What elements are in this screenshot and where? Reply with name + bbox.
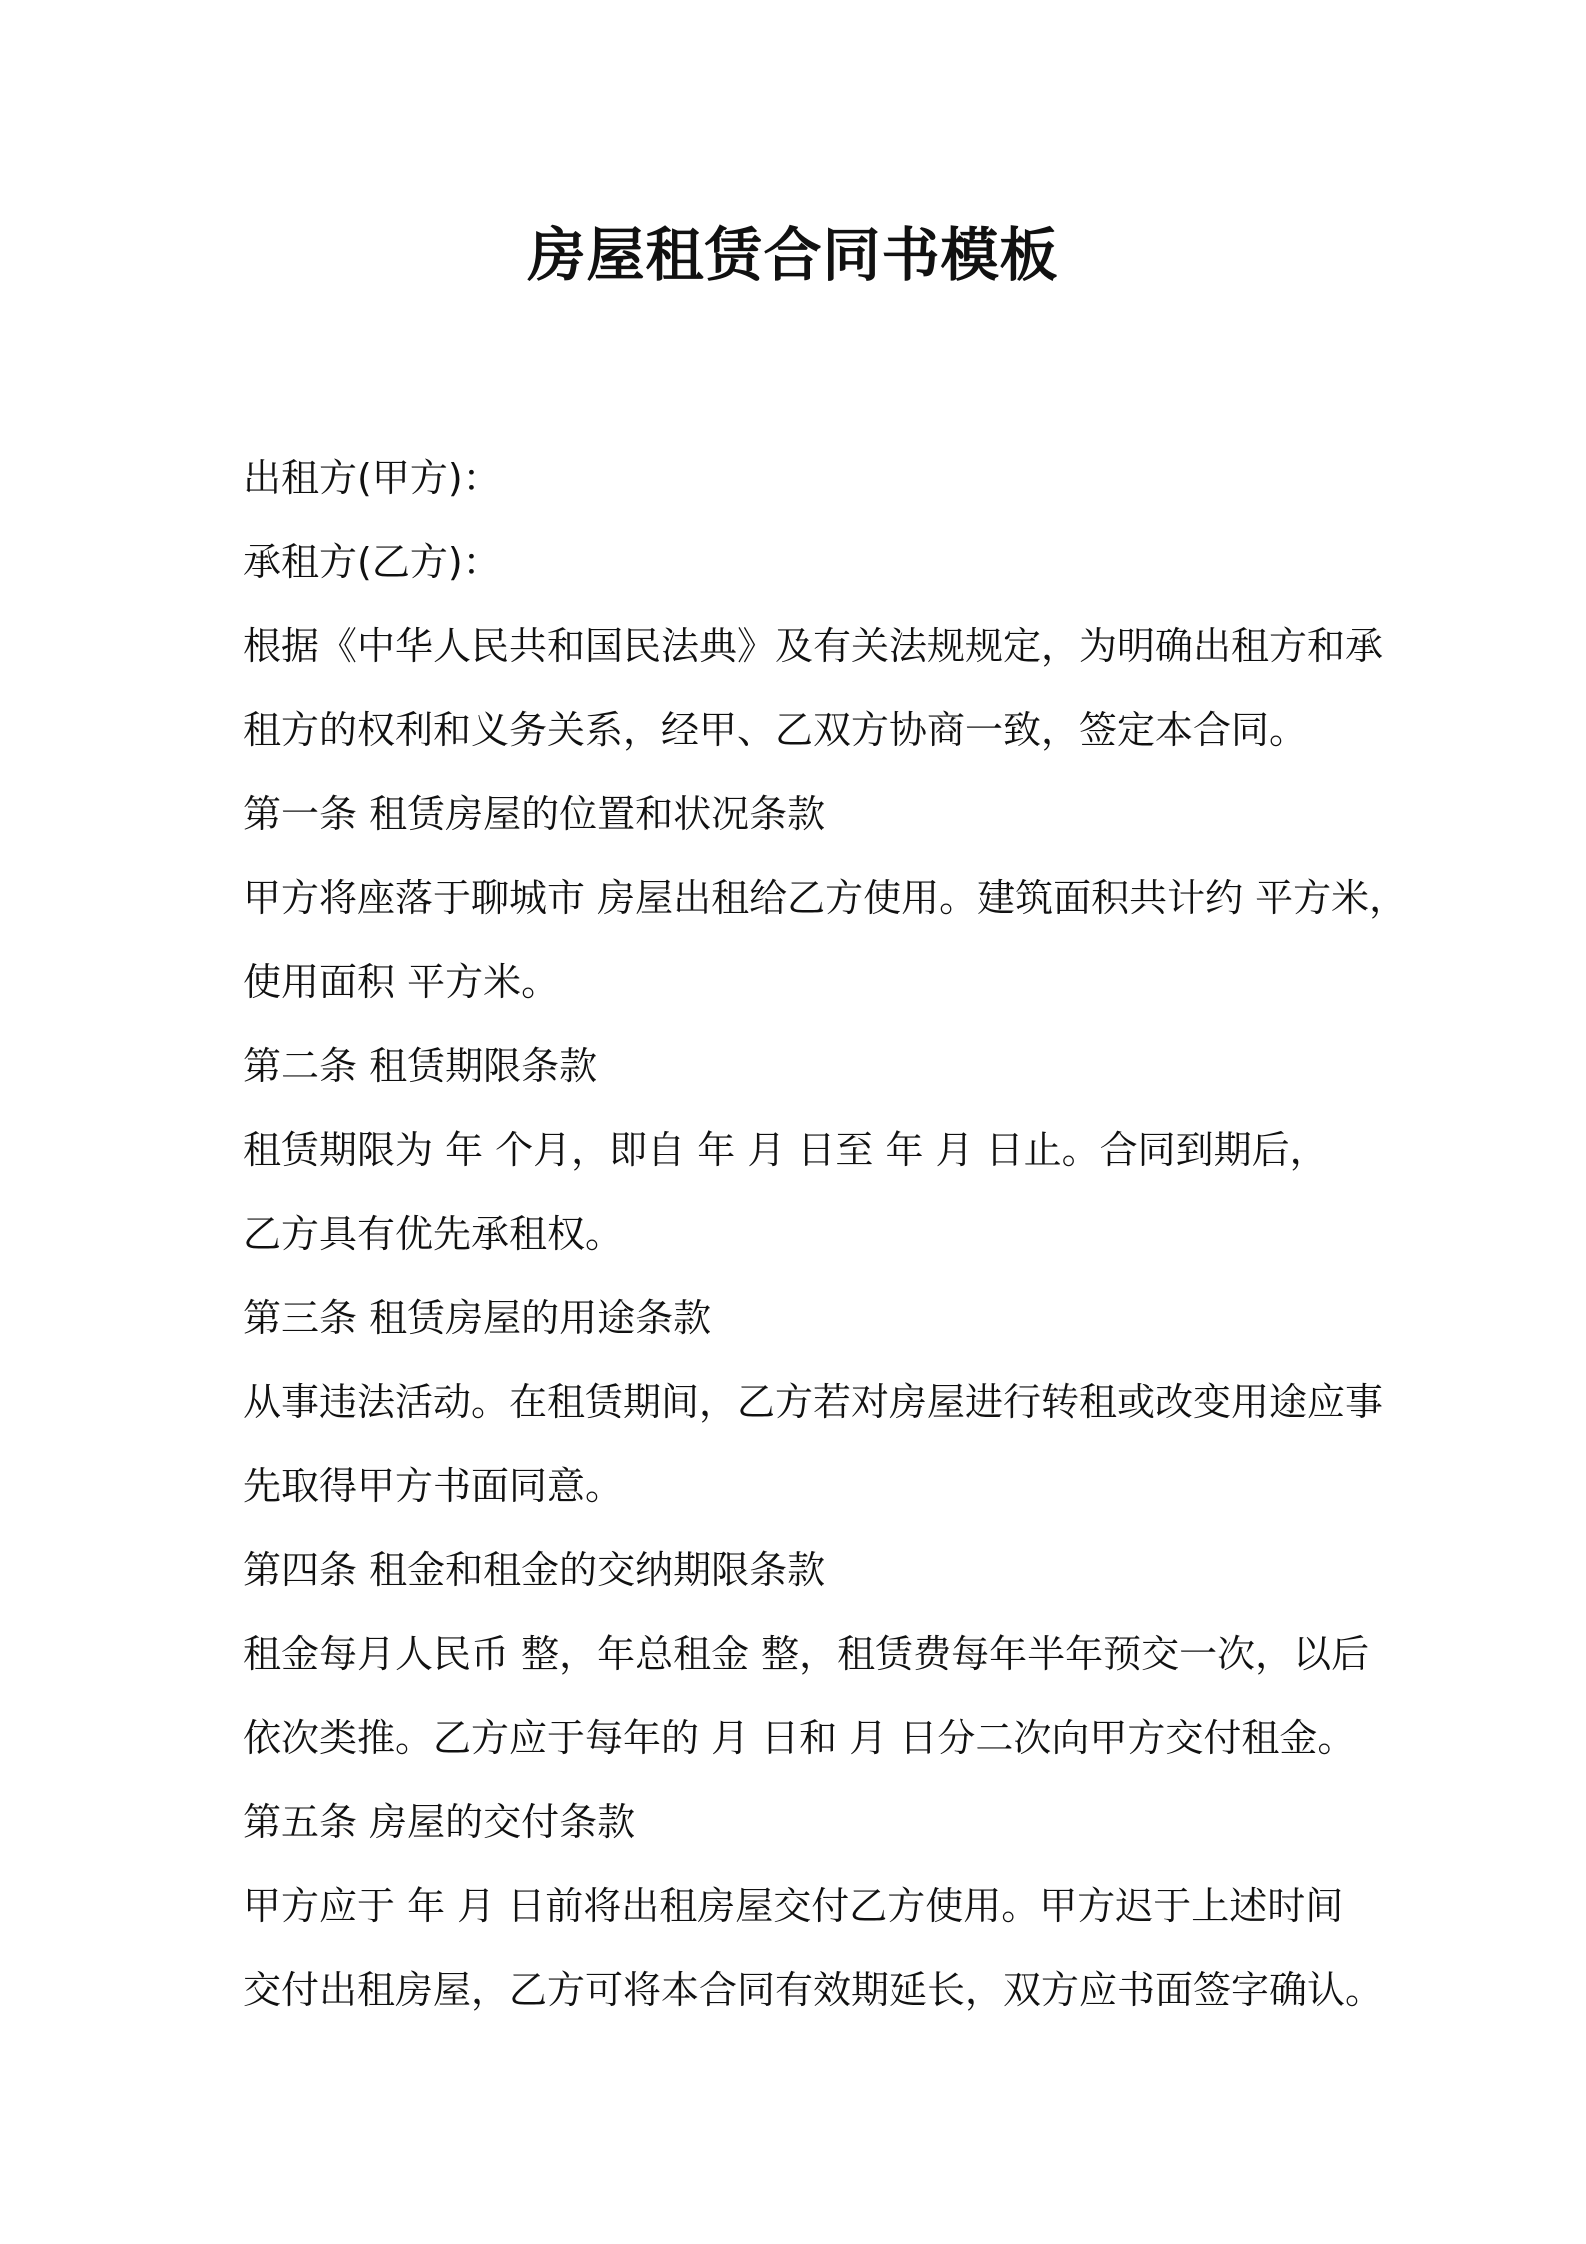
article-3-body-line-1: 从事违法活动。在租赁期间，乙方若对房屋进行转租或改变用途应事: [243, 1380, 1384, 1424]
article-5-heading: 第五条 房屋的交付条款: [243, 1800, 636, 1844]
article-3-body-line-2: 先取得甲方书面同意。: [243, 1464, 624, 1508]
article-2-body-line-2: 乙方具有优先承租权。: [243, 1212, 624, 1256]
article-3-heading: 第三条 租赁房屋的用途条款: [243, 1296, 712, 1340]
article-1-heading: 第一条 租赁房屋的位置和状况条款: [243, 792, 826, 836]
article-4-heading: 第四条 租金和租金的交纳期限条款: [243, 1548, 826, 1592]
lessee-line: 承租方(乙方)：: [243, 540, 501, 584]
document-title: 房屋租赁合同书模板: [527, 221, 1059, 289]
preamble-line-2: 租方的权利和义务关系，经甲、乙双方协商一致，签定本合同。: [243, 708, 1308, 752]
article-5-body-line-2: 交付出租房屋，乙方可将本合同有效期延长，双方应书面签字确认。: [243, 1968, 1384, 2012]
lessor-line: 出租方(甲方)：: [243, 456, 501, 500]
article-5-body-line-1: 甲方应于 年 月 日前将出租房屋交付乙方使用。甲方迟于上述时间: [243, 1884, 1344, 1928]
article-1-body-line-1: 甲方将座落于聊城市 房屋出租给乙方使用。建筑面积共计约 平方米，: [243, 876, 1408, 920]
article-2-heading: 第二条 租赁期限条款: [243, 1044, 598, 1088]
article-4-body-line-2: 依次类推。乙方应于每年的 月 日和 月 日分二次向甲方交付租金。: [243, 1716, 1356, 1760]
article-1-body-line-2: 使用面积 平方米。: [243, 960, 560, 1004]
article-2-body-line-1: 租赁期限为 年 个月，即自 年 月 日至 年 月 日止。合同到期后，: [243, 1128, 1328, 1172]
article-4-body-line-1: 租金每月人民币 整，年总租金 整，租赁费每年半年预交一次，以后: [243, 1632, 1370, 1676]
preamble-line-1: 根据《中华人民共和国民法典》及有关法规规定，为明确出租方和承: [243, 624, 1384, 668]
